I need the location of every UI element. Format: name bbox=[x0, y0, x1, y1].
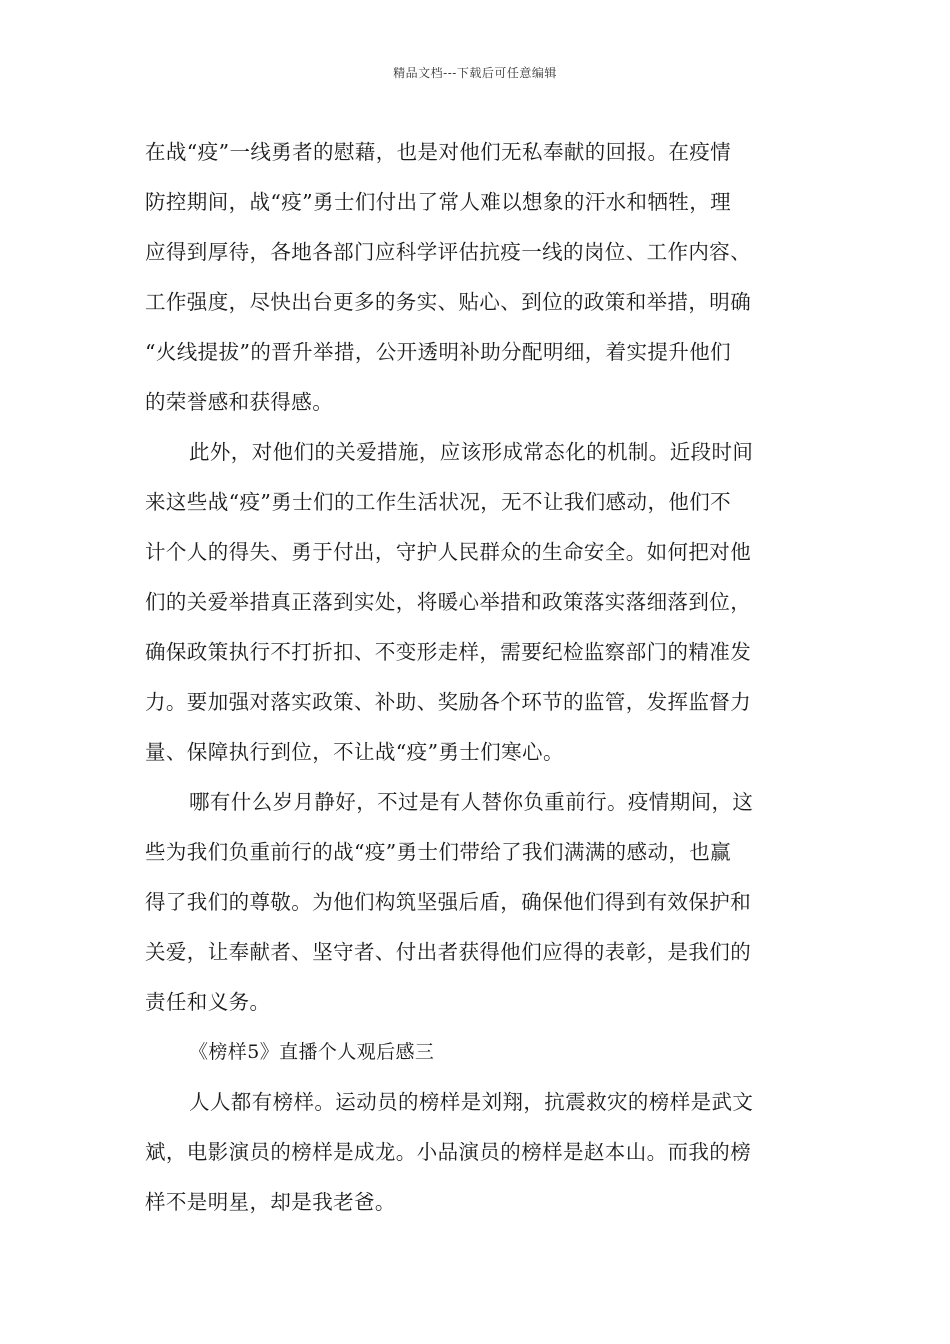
text-line: 们的关爱举措真正落到实处，将暖心举措和政策落实落细落到位， bbox=[145, 590, 752, 614]
page-header: 精品文档---下载后可任意编辑 bbox=[393, 66, 557, 80]
text-line: 确保政策执行不打折扣、不变形走样，需要纪检监察部门的精准发 bbox=[145, 640, 752, 664]
text-line: 样不是明星，却是我老爸。 bbox=[145, 1190, 396, 1214]
document-body bbox=[145, 127, 807, 1227]
text-line: 责任和义务。 bbox=[145, 990, 271, 1014]
text-line: 应得到厚待，各地各部门应科学评估抗疫一线的岗位、工作内容、 bbox=[145, 240, 752, 264]
text-line: 些为我们负重前行的战“疫”勇士们带给了我们满满的感动，也赢 bbox=[145, 840, 732, 864]
text-line: 斌，电影演员的榜样是成龙。小品演员的榜样是赵本山。而我的榜 bbox=[145, 1140, 752, 1164]
text-line: 得了我们的尊敬。为他们构筑坚强后盾，确保他们得到有效保护和 bbox=[145, 890, 752, 914]
section-heading: 《榜样5》直播个人观后感三 bbox=[189, 1041, 435, 1063]
text-line: 的荣誉感和获得感。 bbox=[145, 390, 334, 414]
text-line: “火线提拔”的晋升举措，公开透明补助分配明细，着实提升他们 bbox=[145, 340, 732, 364]
text-line: 计个人的得失、勇于付出，守护人民群众的生命安全。如何把对他 bbox=[145, 540, 752, 564]
text-line: 在战“疫”一线勇者的慰藉，也是对他们无私奉献的回报。在疫情 bbox=[145, 140, 732, 164]
text-line: 哪有什么岁月静好，不过是有人替你负重前行。疫情期间，这 bbox=[189, 790, 754, 814]
text-line: 关爱，让奉献者、坚守者、付出者获得他们应得的表彰，是我们的 bbox=[145, 940, 752, 964]
text-line: 力。要加强对落实政策、补助、奖励各个环节的监管，发挥监督力 bbox=[145, 690, 752, 714]
text-line: 来这些战“疫”勇士们的工作生活状况，无不让我们感动，他们不 bbox=[145, 490, 732, 514]
text-line: 人人都有榜样。运动员的榜样是刘翔，抗震救灾的榜样是武文 bbox=[189, 1090, 754, 1114]
text-line: 此外，对他们的关爱措施，应该形成常态化的机制。近段时间 bbox=[189, 440, 754, 464]
text-line: 工作强度，尽快出台更多的务实、贴心、到位的政策和举措，明确 bbox=[145, 290, 752, 314]
text-line: 防控期间，战“疫”勇士们付出了常人难以想象的汗水和牺牲，理 bbox=[145, 190, 732, 214]
text-line: 量、保障执行到位，不让战“疫”勇士们寒心。 bbox=[145, 740, 564, 764]
